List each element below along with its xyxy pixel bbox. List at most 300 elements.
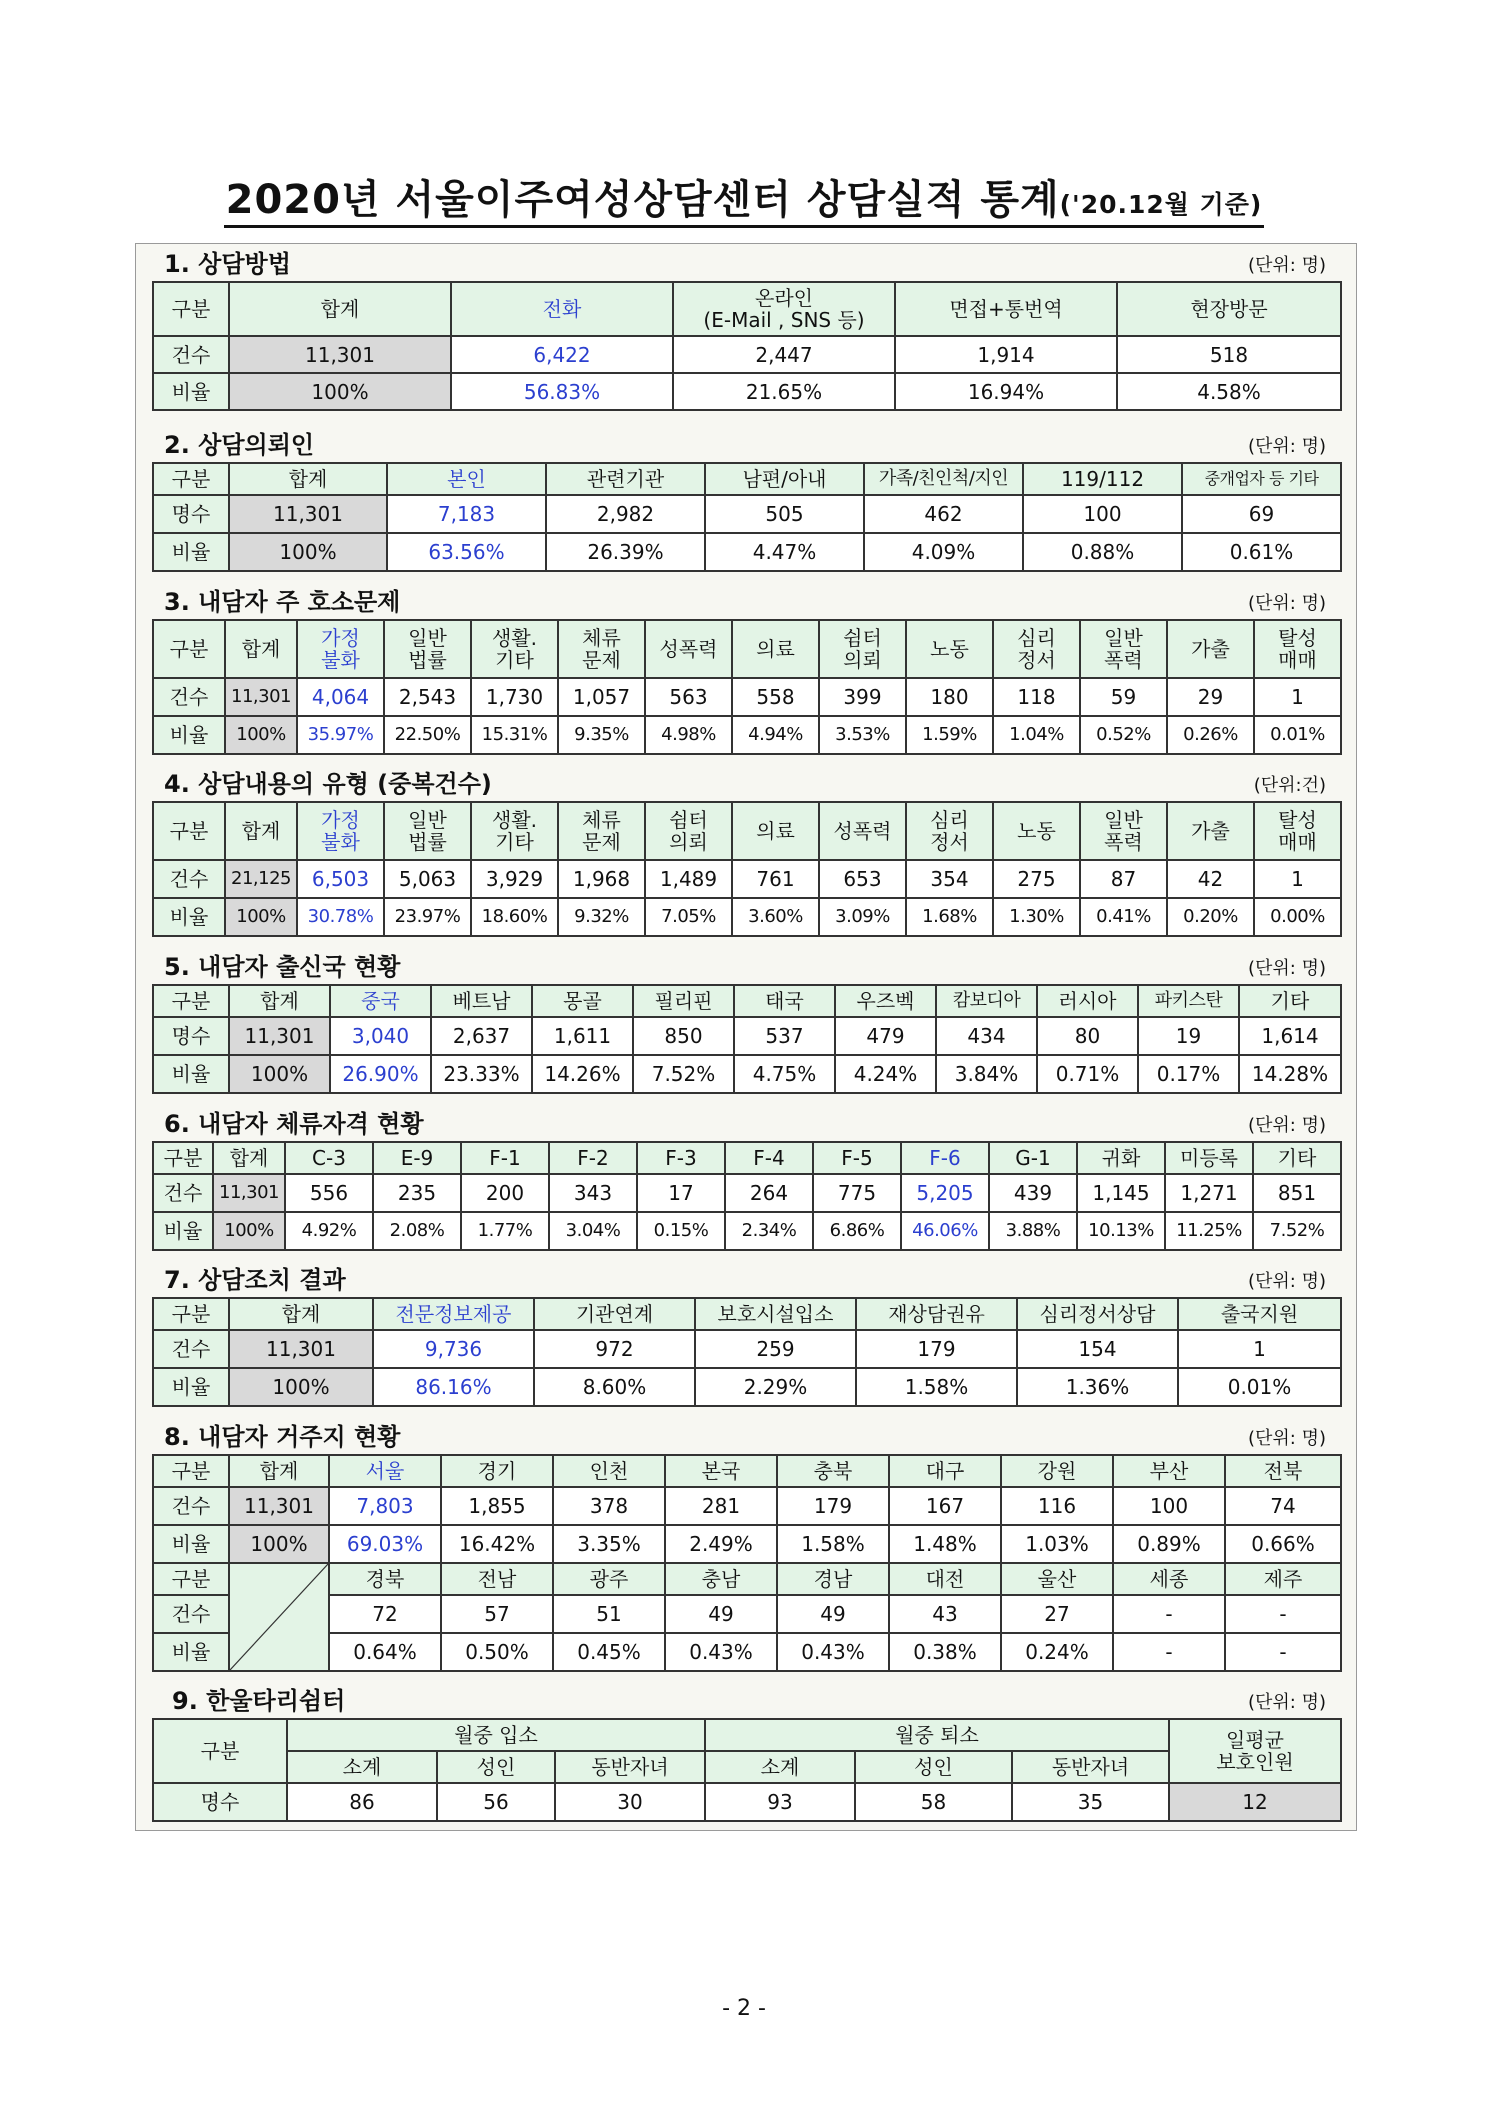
header-cell: 부산 [1113,1455,1225,1487]
cell: 15.31% [471,716,558,754]
cell: 3.35% [553,1525,665,1563]
cell: 354 [906,860,993,898]
row-label: 비율 [153,716,225,754]
page-number: - 2 - [722,1996,766,2021]
row-label: 비율 [153,1055,229,1093]
header-row [153,1563,1341,1595]
cell-total: 11,301 [229,1017,330,1055]
table-row [153,860,1341,898]
cell: 2,637 [431,1017,532,1055]
cell-total: 11,301 [213,1174,285,1212]
header-cell: 심리 정서 [906,802,993,860]
row-label: 명수 [153,495,229,533]
header-cell: 귀화 [1077,1142,1165,1174]
diagonal-line [230,1564,328,1670]
cell: 653 [819,860,906,898]
cell: 49 [665,1595,777,1633]
cell: 56 [437,1783,555,1821]
table-row [153,1525,1341,1563]
cell-total: 100% [229,1525,329,1563]
header-cell: 전화 [451,282,673,336]
row-label: 건수 [153,1595,229,1633]
cell: 26.90% [330,1055,431,1093]
header-cell: 출국지원 [1178,1298,1341,1330]
cell: 179 [856,1330,1017,1368]
cell: 116 [1001,1487,1113,1525]
header-cell: 경남 [777,1563,889,1595]
cell: 0.26% [1167,716,1254,754]
section-title: 1. 상담방법 [164,250,291,278]
cell-total: 11,301 [229,1330,373,1368]
cell-total: 11,301 [229,1487,329,1525]
header-row [153,1142,1341,1174]
row-label: 비율 [153,1525,229,1563]
header-cell: 성인 [855,1751,1012,1783]
cell: 0.64% [329,1633,441,1671]
header-cell: 중개업자 등 기타 [1182,463,1341,495]
cell: 556 [285,1174,373,1212]
header-cell: G-1 [989,1142,1077,1174]
section-title: 7. 상담조치 결과 [164,1266,346,1294]
cell: 200 [461,1174,549,1212]
cell: 56.83% [451,373,673,410]
header-cell: 합계 [225,620,297,678]
section-residence [152,1420,1340,1672]
cell: 6.86% [813,1212,901,1250]
cell: 0.45% [553,1633,665,1671]
header-group-out: 월중 퇴소 [705,1719,1169,1751]
cell: 4.92% [285,1212,373,1250]
cell: 7.52% [1253,1212,1341,1250]
header-cell: 의료 [732,802,819,860]
cell: 2,543 [384,678,471,716]
header-cell: 제주 [1225,1563,1341,1595]
header-cell: 인천 [553,1455,665,1487]
cell: 49 [777,1595,889,1633]
consult-method-table [152,281,1342,411]
row-label: 건수 [153,860,225,898]
cell: 1.03% [1001,1525,1113,1563]
cell: 378 [553,1487,665,1525]
cell: 9.32% [558,898,645,936]
cell: 1.04% [993,716,1080,754]
cell: 80 [1037,1017,1138,1055]
header-cell: 강원 [1001,1455,1113,1487]
cell: 86.16% [373,1368,534,1406]
unit-label: (단위: 명) [1248,1692,1326,1713]
header-cell: 가정 불화 [297,620,384,678]
row-label: 비율 [153,1212,213,1250]
cell: - [1113,1595,1225,1633]
cell: 7,803 [329,1487,441,1525]
header-cell: 합계 [225,802,297,860]
header-cell: 기타 [1239,985,1341,1017]
cell: 0.24% [1001,1633,1113,1671]
cell: 8.60% [534,1368,695,1406]
cell: 69.03% [329,1525,441,1563]
cell: 4,064 [297,678,384,716]
header-cell: 서울 [329,1455,441,1487]
header-cell: 보호시설입소 [695,1298,856,1330]
header-cell: 쉼터 의뢰 [645,802,732,860]
unit-label: (단위: 명) [1248,958,1326,979]
cell: 0.43% [777,1633,889,1671]
consult-type-table [152,801,1342,937]
section-title: 4. 상담내용의 유형 (중복건수) [164,770,492,798]
header-cell: 광주 [553,1563,665,1595]
cell: 35 [1012,1783,1169,1821]
cell: 972 [534,1330,695,1368]
cell-total: 11,301 [229,495,387,533]
header-cell: 성폭력 [645,620,732,678]
header-cell: 남편/아내 [705,463,864,495]
row-label: 비율 [153,533,229,571]
cell: 275 [993,860,1080,898]
cell: 3,929 [471,860,558,898]
section-consult-method [152,247,1340,411]
cell: 0.50% [441,1633,553,1671]
cell: 0.61% [1182,533,1341,571]
header-cell: 합계 [229,1298,373,1330]
diagonal-empty-cell [229,1563,329,1671]
header-cell: 세종 [1113,1563,1225,1595]
cell: 21.65% [673,373,895,410]
header-cell: 충북 [777,1455,889,1487]
cell: 2.49% [665,1525,777,1563]
residence-table [152,1454,1342,1672]
action-result-table [152,1297,1342,1407]
cell: 180 [906,678,993,716]
cell: 850 [633,1017,734,1055]
visa-status-table [152,1141,1342,1251]
cell: 6,503 [297,860,384,898]
header-cell: 구분 [153,1719,287,1783]
cell-total: 100% [229,533,387,571]
header-cell: 일반 폭력 [1080,620,1167,678]
cell: 5,205 [901,1174,989,1212]
cell: 1.58% [777,1525,889,1563]
table-row [153,1017,1341,1055]
cell: - [1113,1633,1225,1671]
cell: 2.08% [373,1212,461,1250]
unit-label: (단위: 명) [1248,1428,1326,1449]
unit-label: (단위: 명) [1248,593,1326,614]
header-cell: 성인 [437,1751,555,1783]
header-cell: 관련기관 [546,463,705,495]
cell: 3.88% [989,1212,1077,1250]
header-cell: 가정 불화 [297,802,384,860]
table-row [153,1783,1341,1821]
cell: 5,063 [384,860,471,898]
cell: 0.20% [1167,898,1254,936]
cell: 558 [732,678,819,716]
main-complaint-table [152,619,1342,755]
cell: 7.52% [633,1055,734,1093]
cell: 0.52% [1080,716,1167,754]
header-cell: 합계 [229,1455,329,1487]
section-shelter [152,1684,1340,1822]
cell: 3,040 [330,1017,431,1055]
table-row [153,336,1341,373]
cell: 51 [553,1595,665,1633]
cell: 0.71% [1037,1055,1138,1093]
cell-daily-avg: 12 [1169,1783,1341,1821]
cell: 14.26% [532,1055,633,1093]
cell: 17 [637,1174,725,1212]
row-label: 비율 [153,1633,229,1671]
title-main: 2020년 서울이주여성상담센터 상담실적 통계 [225,177,1060,223]
section-title: 3. 내담자 주 호소문제 [164,588,401,616]
cell: 1,968 [558,860,645,898]
cell: 1,489 [645,860,732,898]
header-cell: 구분 [153,620,225,678]
cell: 1.77% [461,1212,549,1250]
header-cell: 탈성 매매 [1254,620,1341,678]
header-row [153,463,1341,495]
cell: 14.28% [1239,1055,1341,1093]
header-cell: 일반 법률 [384,802,471,860]
header-cell: 구분 [153,1563,229,1595]
table-row [153,1368,1341,1406]
cell: 0.89% [1113,1525,1225,1563]
cell: 0.00% [1254,898,1341,936]
row-label: 건수 [153,1330,229,1368]
header-cell: 기관연계 [534,1298,695,1330]
section-nationality [152,950,1340,1094]
header-cell: F-4 [725,1142,813,1174]
cell: 30 [555,1783,705,1821]
cell: 1 [1254,860,1341,898]
table-row [153,1174,1341,1212]
cell: 16.42% [441,1525,553,1563]
header-cell: 쉼터 의뢰 [819,620,906,678]
cell: 0.43% [665,1633,777,1671]
cell: 1,614 [1239,1017,1341,1055]
cell: 1.30% [993,898,1080,936]
cell: 0.01% [1254,716,1341,754]
header-cell: 울산 [1001,1563,1113,1595]
cell: 3.09% [819,898,906,936]
header-cell: 소계 [705,1751,855,1783]
header-cell: F-6 [901,1142,989,1174]
cell-total: 100% [229,1055,330,1093]
table-row [153,1595,1341,1633]
cell: 87 [1080,860,1167,898]
header-cell: 러시아 [1037,985,1138,1017]
cell: 479 [835,1017,936,1055]
row-label: 비율 [153,1368,229,1406]
header-cell: 생활. 기타 [471,802,558,860]
cell-total: 21,125 [225,860,297,898]
table-row [153,1633,1341,1671]
header-cell: 필리핀 [633,985,734,1017]
header-cell: 심리정서상담 [1017,1298,1178,1330]
section-title: 8. 내담자 거주지 현황 [164,1423,401,1451]
cell: 399 [819,678,906,716]
cell: 0.66% [1225,1525,1341,1563]
cell: 9,736 [373,1330,534,1368]
header-cell: 대전 [889,1563,1001,1595]
cell: 6,422 [451,336,673,373]
cell: 1,057 [558,678,645,716]
cell: 179 [777,1487,889,1525]
header-cell: 노동 [906,620,993,678]
header-cell: 일반 법률 [384,620,471,678]
row-label: 건수 [153,336,229,373]
row-label: 비율 [153,898,225,936]
row-label: 건수 [153,678,225,716]
header-cell: F-2 [549,1142,637,1174]
header-cell: 일반 폭력 [1080,802,1167,860]
header-cell: 전문정보제공 [373,1298,534,1330]
cell: 2,982 [546,495,705,533]
cell: 23.97% [384,898,471,936]
cell: 4.58% [1117,373,1341,410]
header-cell: 합계 [213,1142,285,1174]
cell: 58 [855,1783,1012,1821]
header-cell: 합계 [229,463,387,495]
cell: 775 [813,1174,901,1212]
header-cell: 기타 [1253,1142,1341,1174]
cell: 93 [705,1783,855,1821]
title-sub: ('20.12월 기준) [1059,190,1263,219]
header-cell: 구분 [153,802,225,860]
row-label: 명수 [153,1017,229,1055]
cell: 235 [373,1174,461,1212]
cell: 343 [549,1174,637,1212]
header-cell: 119/112 [1023,463,1182,495]
header-cell: 체류 문제 [558,802,645,860]
table-row [153,495,1341,533]
header-cell: 구분 [153,1455,229,1487]
cell: 1,914 [895,336,1117,373]
cell: 7,183 [387,495,546,533]
table-row [153,1212,1341,1250]
cell: 22.50% [384,716,471,754]
cell: 0.38% [889,1633,1001,1671]
cell: 1,730 [471,678,558,716]
header-cell: 동반자녀 [555,1751,705,1783]
section-title: 5. 내담자 출신국 현황 [164,953,401,981]
header-cell: 현장방문 [1117,282,1341,336]
cell: 0.17% [1138,1055,1239,1093]
header-cell: F-1 [461,1142,549,1174]
cell: 1 [1254,678,1341,716]
header-row [153,1719,1341,1751]
header-cell: 본국 [665,1455,777,1487]
cell: 4.47% [705,533,864,571]
header-cell: 구분 [153,282,229,336]
section-title: 6. 내담자 체류자격 현황 [164,1110,424,1138]
section-action-result [152,1263,1340,1407]
header-cell: 전남 [441,1563,553,1595]
header-cell: 동반자녀 [1012,1751,1169,1783]
header-cell: 충남 [665,1563,777,1595]
cell: 86 [287,1783,437,1821]
header-cell: 가족/친인척/지인 [864,463,1023,495]
cell: 537 [734,1017,835,1055]
cell: 30.78% [297,898,384,936]
cell: 100 [1023,495,1182,533]
header-cell: 캄보디아 [936,985,1037,1017]
shelter-table [152,1718,1342,1822]
cell: 154 [1017,1330,1178,1368]
header-cell: 소계 [287,1751,437,1783]
header-cell: 생활. 기타 [471,620,558,678]
header-cell: C-3 [285,1142,373,1174]
cell: 518 [1117,336,1341,373]
cell: 26.39% [546,533,705,571]
cell-total: 100% [213,1212,285,1250]
table-row [153,898,1341,936]
cell: 100 [1113,1487,1225,1525]
header-cell: 구분 [153,985,229,1017]
cell: 23.33% [431,1055,532,1093]
cell: 761 [732,860,819,898]
unit-label: (단위: 명) [1248,1271,1326,1292]
cell: 4.75% [734,1055,835,1093]
header-cell: F-3 [637,1142,725,1174]
cell: 1.58% [856,1368,1017,1406]
cell: 259 [695,1330,856,1368]
table-row [153,1487,1341,1525]
cell: 3.04% [549,1212,637,1250]
header-row [153,985,1341,1017]
cell: 9.35% [558,716,645,754]
cell: 35.97% [297,716,384,754]
cell: 1,855 [441,1487,553,1525]
cell: 63.56% [387,533,546,571]
cell: 264 [725,1174,813,1212]
cell: 1,145 [1077,1174,1165,1212]
unit-label: (단위:건) [1253,775,1326,796]
header-row [153,620,1341,678]
cell: 1,271 [1165,1174,1253,1212]
cell: 281 [665,1487,777,1525]
nationality-table [152,984,1342,1094]
cell: 4.24% [835,1055,936,1093]
header-cell: 온라인 (E-Mail , SNS 등) [673,282,895,336]
row-label: 건수 [153,1487,229,1525]
cell: 0.15% [637,1212,725,1250]
header-cell: 합계 [229,985,330,1017]
header-cell: 몽골 [532,985,633,1017]
header-row [153,282,1341,336]
cell: 2,447 [673,336,895,373]
requester-table [152,462,1342,572]
header-cell: 탈성 매매 [1254,802,1341,860]
cell: 118 [993,678,1080,716]
header-cell: 전북 [1225,1455,1341,1487]
table-row [153,533,1341,571]
header-cell: 본인 [387,463,546,495]
cell: 1.68% [906,898,993,936]
header-cell: 태국 [734,985,835,1017]
header-cell-daily-avg: 일평균 보호인원 [1169,1719,1341,1783]
table-row [153,678,1341,716]
header-cell: 노동 [993,802,1080,860]
cell: 69 [1182,495,1341,533]
row-label: 건수 [153,1174,213,1212]
cell: 19 [1138,1017,1239,1055]
cell: - [1225,1633,1341,1671]
cell: 167 [889,1487,1001,1525]
header-cell: 베트남 [431,985,532,1017]
unit-label: (단위: 명) [1248,1115,1326,1136]
header-cell: 구분 [153,463,229,495]
header-row [153,1751,1341,1783]
cell: 462 [864,495,1023,533]
